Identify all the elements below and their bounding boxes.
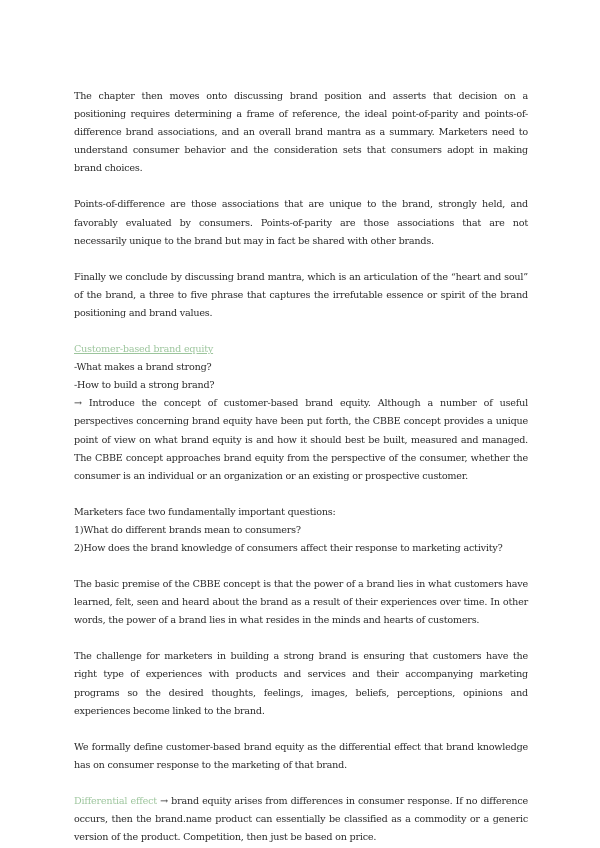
spacer: [74, 630, 528, 648]
differential-effect-text: → brand equity arises from differences in consumer response. If no difference occurs, then the brand.name product can essentially be classified as a commodity or a generic version of the product. Competition, then just be based on price.: [74, 795, 528, 844]
question-brand-strong: -What makes a brand strong?: [74, 362, 212, 374]
paragraph-points-of-difference: Points-of-difference are those associations that are unique to the brand, strongly held, and favorably evaluated by consumers. Points-of-parity are those associations that are not necessarily unique to the brand but may in fact be shared with other brands.: [74, 199, 528, 247]
spacer: [74, 178, 528, 196]
paragraph-cbbe-premise: The basic premise of the CBBE concept is that the power of a brand lies in what customers have learned, felt, seen and heard about the brand as a result of their experiences over time. In other words, the power of a brand lies in what resides in the minds and hearts of customers.: [74, 579, 528, 627]
questions-intro: Marketers face two fundamentally important questions:: [74, 506, 336, 518]
paragraph-differential-effect: [74, 793, 528, 847]
spacer: [74, 721, 528, 739]
spacer: [74, 558, 528, 576]
cbbe-heading-link[interactable]: Customer-based brand equity: [74, 344, 214, 356]
differential-effect-term: Differential effect: [74, 795, 157, 807]
spacer: [74, 775, 528, 793]
question-item-1: 1)What do different brands mean to consumers?: [74, 524, 301, 536]
spacer: [74, 323, 528, 341]
section-heading-cbbe[interactable]: [74, 341, 528, 359]
question-build-brand: -How to build a strong brand?: [74, 380, 215, 392]
document-body: [74, 88, 528, 847]
spacer: [74, 251, 528, 269]
spacer: [74, 486, 528, 504]
paragraph-brand-mantra: Finally we conclude by discussing brand mantra, which is an articulation of the “heart and soul” of the brand, a three to five phrase that captures the irrefutable essence or spirit of the brand positioning and brand values.: [74, 271, 528, 319]
paragraph-brand-positioning: The chapter then moves onto discussing brand position and asserts that decision on a positioning requires determining a frame of reference, the ideal point-of-parity and points-of-difference brand associations, and an overall brand mantra as a summary. Marketers need to understand consumer behavior and the consideration sets that consumers adopt in making brand choices.: [74, 91, 528, 175]
question-item-2: 2)How does the brand knowledge of consumers affect their response to marketing activity?: [74, 542, 503, 554]
paragraph-cbbe-definition: We formally define customer-based brand equity as the differential effect that brand knowledge has on consumer response to the marketing of that brand.: [74, 741, 528, 771]
paragraph-cbbe-intro: → Introduce the concept of customer-based brand equity. Although a number of useful perspectives concerning brand equity have been put forth, the CBBE concept provides a unique point of view on what brand equity is and how it should best be built, measured and managed. The CBBE concept approaches brand equity from the perspective of the consumer, whether the consumer is an individual or an organization or an existing or prospective customer.: [74, 398, 528, 482]
paragraph-marketer-challenge: The challenge for marketers in building a strong brand is ensuring that customers have the right type of experiences with products and services and their accompanying marketing programs so the desired thoughts, feelings, images, beliefs, perceptions, opinions and experiences become linked to the brand.: [74, 651, 528, 717]
